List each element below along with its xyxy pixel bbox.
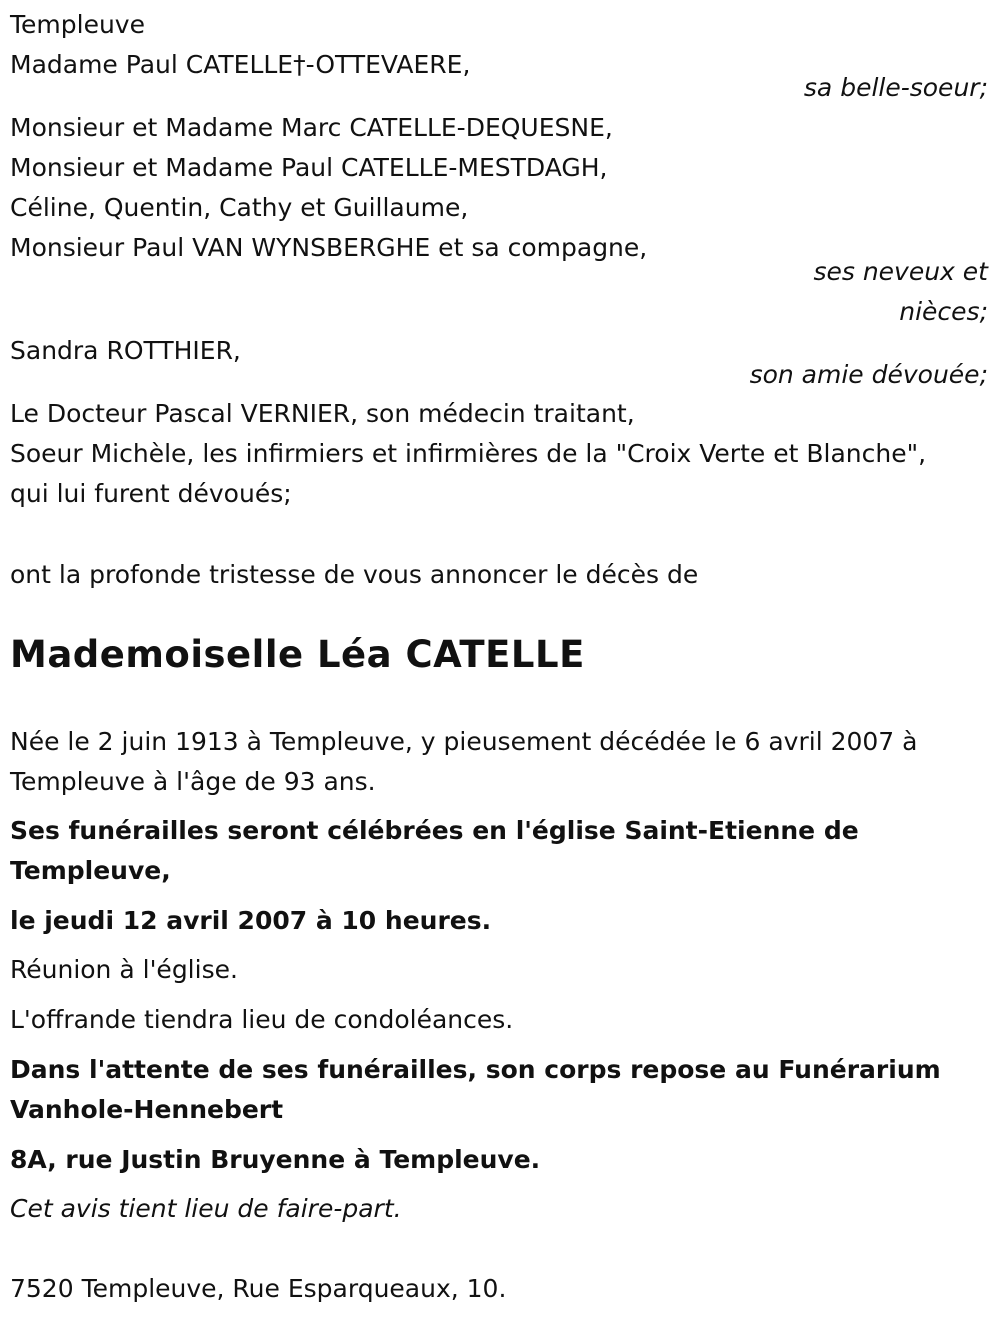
relation-neveux-2: nièces; xyxy=(899,297,988,326)
sister-in-law-name-suffix: -OTTEVAERE, xyxy=(305,50,471,79)
place-line: Templeuve xyxy=(10,10,145,39)
announcement: ont la profonde tristesse de vous annoncer le décès de xyxy=(10,560,699,589)
friend-name: Sandra ROTTHIER, xyxy=(10,336,241,365)
birth-line: Templeuve à l'âge de 93 ans. xyxy=(10,767,376,796)
care-line: qui lui furent dévoués; xyxy=(10,479,292,508)
family-line: Monsieur et Madame Marc CATELLE-DEQUESNE, xyxy=(10,113,613,142)
care-line: Le Docteur Pascal VERNIER, son médecin traitant, xyxy=(10,399,635,428)
rest-address: 8A, rue Justin Bruyenne à Templeuve. xyxy=(10,1145,541,1174)
footer-address: 7520 Templeuve, Rue Esparqueaux, 10. xyxy=(10,1274,507,1303)
relation-belle-soeur: sa belle-soeur; xyxy=(803,73,988,102)
relation-neveux-1: ses neveux et xyxy=(813,257,988,286)
sister-in-law-name: Madame Paul CATELLE xyxy=(10,50,294,79)
relation-amie: son amie dévouée; xyxy=(749,360,988,389)
funeral-line: Templeuve, xyxy=(10,856,171,885)
deceased-name: Mademoiselle Léa CATELLE xyxy=(10,633,585,676)
family-line: Céline, Quentin, Cathy et Guillaume, xyxy=(10,193,469,222)
offering-line: L'offrande tiendra lieu de condoléances. xyxy=(10,1005,514,1034)
notice-line: Cet avis tient lieu de faire-part. xyxy=(10,1194,402,1223)
meeting-line: Réunion à l'église. xyxy=(10,955,238,984)
birth-line: Née le 2 juin 1913 à Templeuve, y pieusement décédée le 6 avril 2007 à xyxy=(10,727,918,756)
rest-line: Vanhole-Hennebert xyxy=(10,1095,284,1124)
funeral-date: le jeudi 12 avril 2007 à 10 heures. xyxy=(10,906,492,935)
care-line: Soeur Michèle, les infirmiers et infirmières de la "Croix Verte et Blanche", xyxy=(10,439,927,468)
family-line: Monsieur et Madame Paul CATELLE-MESTDAGH, xyxy=(10,153,608,182)
rest-line: Dans l'attente de ses funérailles, son corps repose au Funérarium xyxy=(10,1055,941,1084)
cross-icon: † xyxy=(293,50,306,79)
family-line: Monsieur Paul VAN WYNSBERGHE et sa compagne, xyxy=(10,233,648,262)
funeral-line: Ses funérailles seront célébrées en l'église Saint-Etienne de xyxy=(10,816,859,845)
